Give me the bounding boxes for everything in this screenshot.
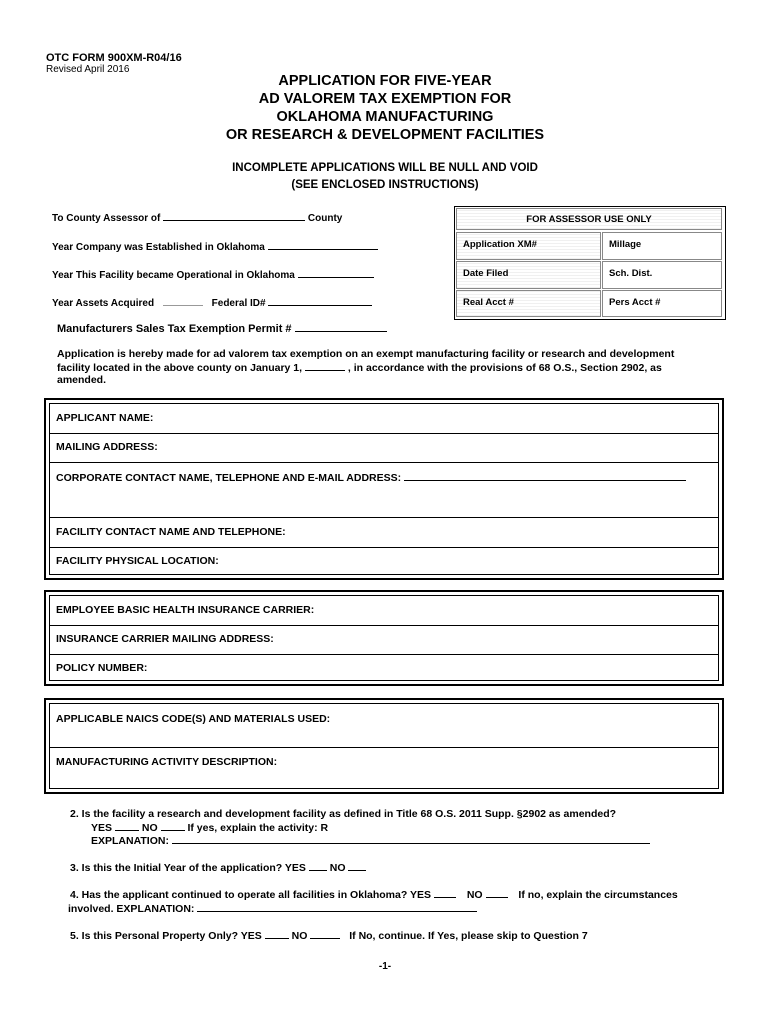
title-line-2: AD VALOREM TAX EXEMPTION FOR <box>258 91 512 107</box>
sales-tax-permit-label: Manufacturers Sales Tax Exemption Permit # <box>57 323 292 335</box>
carrier-address-row[interactable] <box>50 626 718 655</box>
q2-no-label: NO <box>141 822 158 834</box>
question-5-text: 5. Is this Personal Property Only? YES <box>70 930 262 942</box>
corporate-contact-row[interactable] <box>50 463 718 518</box>
naics-row[interactable] <box>50 704 718 748</box>
federal-id-blank[interactable] <box>268 296 372 306</box>
year-operational-blank[interactable] <box>298 268 374 278</box>
question-4 <box>70 888 678 901</box>
january-year-blank[interactable] <box>305 361 345 371</box>
date-filed-cell[interactable]: Date Filed <box>456 261 601 289</box>
sch-dist-cell[interactable]: Sch. Dist. <box>602 261 722 289</box>
q4-no-blank[interactable] <box>486 888 508 898</box>
q4-tail-text: If no, explain the circumstances <box>518 889 678 901</box>
question-3 <box>70 861 366 874</box>
q3-yes-blank[interactable] <box>309 861 327 871</box>
title-line-3: OKLAHOMA MANUFACTURING <box>276 109 494 125</box>
assessor-table-header: FOR ASSESSOR USE ONLY <box>456 208 722 230</box>
county-assessor-blank[interactable] <box>163 211 305 221</box>
county-assessor-field[interactable] <box>52 211 342 224</box>
applicant-info-box <box>44 398 724 580</box>
statement-line-1: Application is hereby made for ad valorem tax exemption on an exempt manufacturing facility or research and development <box>57 348 675 360</box>
form-number: OTC FORM 900XM-R04/16 <box>46 52 182 64</box>
year-assets-field[interactable] <box>52 296 372 309</box>
year-established-field[interactable] <box>52 240 378 253</box>
q2-explain-prompt: If yes, explain the activity: R <box>187 822 329 834</box>
policy-number-row[interactable] <box>50 655 718 684</box>
q4-explanation-blank[interactable] <box>197 902 477 912</box>
activity-row[interactable] <box>50 748 718 792</box>
q2-explanation-blank[interactable] <box>172 834 650 844</box>
year-operational-field[interactable] <box>52 268 374 281</box>
q5-no-blank[interactable] <box>310 929 340 939</box>
applicant-name-row[interactable] <box>50 404 718 434</box>
facility-location-label: FACILITY PHYSICAL LOCATION: <box>56 555 219 567</box>
naics-label: APPLICABLE NAICS CODE(S) AND MATERIALS USED: <box>56 713 331 725</box>
year-operational-label: Year This Facility became Operational in Oklahoma <box>52 270 295 281</box>
q3-no-label: NO <box>329 862 346 874</box>
health-carrier-label: EMPLOYEE BASIC HEALTH INSURANCE CARRIER: <box>56 604 315 616</box>
page-number: -1- <box>378 961 392 972</box>
year-established-label: Year Company was Established in Oklahoma <box>52 242 265 253</box>
q2-explanation-label: EXPLANATION: <box>91 835 169 847</box>
carrier-address-label: INSURANCE CARRIER MAILING ADDRESS: <box>56 633 274 645</box>
statement-line-3: amended. <box>57 374 107 386</box>
corporate-contact-blank[interactable] <box>404 471 686 481</box>
title-line-4: OR RESEARCH & DEVELOPMENT FACILITIES <box>225 127 545 143</box>
naics-info-box <box>44 698 724 794</box>
statement-line-2 <box>57 361 662 374</box>
statement-line-2a: facility located in the above county on January 1, <box>57 362 303 374</box>
mailing-address-row[interactable] <box>50 434 718 463</box>
year-assets-label: Year Assets Acquired <box>52 298 155 309</box>
millage-cell[interactable]: Millage <box>602 232 722 260</box>
assessor-use-table <box>454 206 726 320</box>
county-assessor-label: To County Assessor of <box>52 213 161 224</box>
activity-label: MANUFACTURING ACTIVITY DESCRIPTION: <box>56 756 278 768</box>
insurance-info-box <box>44 590 724 686</box>
q3-no-blank[interactable] <box>348 861 366 871</box>
real-acct-cell[interactable]: Real Acct # <box>456 290 601 317</box>
mailing-address-label: MAILING ADDRESS: <box>56 441 158 453</box>
question-4-explanation <box>68 902 477 915</box>
applicant-name-label: APPLICANT NAME: <box>56 412 154 424</box>
facility-contact-row[interactable] <box>50 518 718 548</box>
facility-contact-label: FACILITY CONTACT NAME AND TELEPHONE: <box>56 526 286 538</box>
q4-yes-blank[interactable] <box>434 888 456 898</box>
question-4-text: 4. Has the applicant continued to operate all facilities in Oklahoma? YES <box>70 889 431 901</box>
notice-line-1: INCOMPLETE APPLICATIONS WILL BE NULL AND VOID <box>232 162 538 174</box>
sales-tax-permit-blank[interactable] <box>295 322 387 332</box>
policy-number-label: POLICY NUMBER: <box>56 662 148 674</box>
q2-no-blank[interactable] <box>161 821 185 831</box>
question-3-text: 3. Is this the Initial Year of the application? YES <box>70 862 306 874</box>
sales-tax-permit-field[interactable] <box>57 322 387 335</box>
q5-yes-blank[interactable] <box>265 929 289 939</box>
question-5 <box>70 929 588 942</box>
revised-date: Revised April 2016 <box>46 64 130 75</box>
pers-acct-cell[interactable]: Pers Acct # <box>602 290 722 317</box>
federal-id-label: Federal ID# <box>211 298 266 309</box>
title-line-1: APPLICATION FOR FIVE-YEAR <box>278 73 492 89</box>
q5-no-label: NO <box>291 930 308 942</box>
year-assets-blank[interactable] <box>163 296 203 306</box>
notice-line-2: (SEE ENCLOSED INSTRUCTIONS) <box>291 179 479 191</box>
question-2-text: 2. Is the facility a research and development facility as defined in Title 68 O.S. 2011 Supp. §2902 as amended? <box>70 808 617 820</box>
q2-yes-blank[interactable] <box>115 821 139 831</box>
question-2-explanation <box>91 834 650 847</box>
q4-explanation-label: involved. EXPLANATION: <box>68 903 195 915</box>
county-suffix-label: County <box>307 213 343 224</box>
q2-yes-label: YES <box>91 822 113 834</box>
q4-no-label: NO <box>466 889 483 901</box>
year-established-blank[interactable] <box>268 240 378 250</box>
q5-tail-text: If No, continue. If Yes, please skip to Question 7 <box>349 930 588 942</box>
corporate-contact-label: CORPORATE CONTACT NAME, TELEPHONE AND E-MAIL ADDRESS: <box>56 472 402 484</box>
question-2-answers <box>91 821 328 834</box>
statement-line-2b: , in accordance with the provisions of 68 O.S., Section 2902, as <box>347 362 662 374</box>
facility-location-row[interactable] <box>50 548 718 578</box>
health-carrier-row[interactable] <box>50 596 718 626</box>
application-xm-cell[interactable]: Application XM# <box>456 232 601 260</box>
